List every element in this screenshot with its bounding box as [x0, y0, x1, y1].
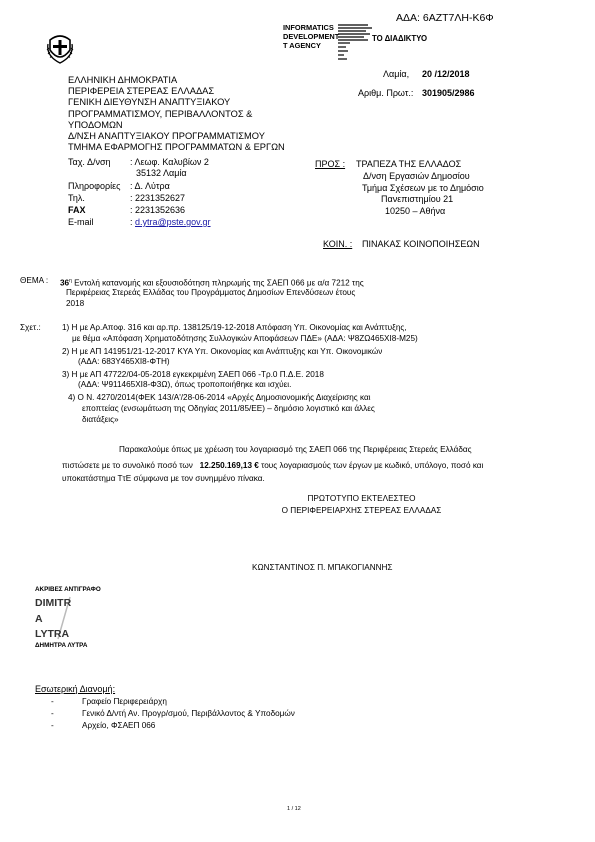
ref-item-cont: εποπτείας (ενσωμάτωση της Οδηγίας 2011/85/ΕΕ) – δημόσιο λογιστικό και άλλες: [82, 404, 375, 413]
sender-block: [68, 75, 285, 153]
sender-line: ΤΜΗΜΑ ΕΦΑΡΜΟΓΗΣ ΠΡΟΓΡΑΜΜΑΤΩΝ & ΕΡΓΩΝ: [68, 142, 285, 153]
subject-line3: 2018: [66, 299, 85, 308]
body-line3: υποκατάστημα ΤτΕ σύμφωνα με τον συνημμένο πίνακα.: [62, 474, 265, 483]
list-item: Γραφείο Περιφερειάρχη: [82, 697, 167, 706]
ref-item-cont: διατάξεις»: [82, 415, 119, 424]
signature-line2-text: Ο ΠΕΡΙΦΕΡΕΙΑΡΧΗΣ ΣΤΕΡΕΑΣ ΕΛΛΑΔΑΣ: [281, 506, 442, 515]
body-line1: Παρακαλούμε όπως με χρέωση του λογαριασμό της ΣΑΕΠ 066 της Περιφέρειας Στερεάς Ελλάδας: [119, 445, 472, 454]
stamp-informatics: INFORMATICS: [283, 23, 334, 32]
sender-line: ΥΠΟΔΟΜΩΝ: [68, 119, 123, 130]
list-bullet: -: [51, 709, 54, 718]
ref-item: 4) Ο Ν. 4270/2014(ΦΕΚ 143/Α'/28-06-2014 «Αρχές Δημοσιονομικής Διαχείρισης και: [68, 393, 371, 402]
email-label: E-mail: [68, 217, 94, 227]
subject-line2: Περιφέρειας Στερεάς Ελλάδας του Προγράμματος Δημοσίων Επενδύσεων έτους: [66, 288, 356, 297]
ref-item: 1) Η με Αρ.Αποφ. 316 και αρ.πρ. 138125/19-12-2018 Απόφαση Υπ. Οικονομίας και Ανάπτυξης,: [62, 323, 407, 332]
fax-label: FAX: [68, 205, 86, 215]
stamp-diadiktyo: ΤΟ ΔΙΑΔΙΚΤΥΟ: [372, 34, 428, 43]
list-bullet: -: [51, 697, 54, 706]
subject-number: 36: [60, 278, 70, 288]
ref-item: 3) Η με ΑΠ 47722/04-05-2018 εγκεκριμένη ΣΑΕΠ 066 -Τρ.0 Π.Δ.Ε. 2018: [62, 370, 324, 379]
digital-signature-text: [35, 597, 71, 641]
list-bullet: -: [51, 721, 54, 730]
date-value: 20 /12/2018: [422, 69, 470, 79]
ref-item-cont: με θέμα «Απόφαση Χρηματοδότησης Συλλογικών Αποφάσεων ΠΔΕ» (ΑΔΑ: Ψ8ΖΩ465ΧΙ8-Μ25): [72, 334, 418, 343]
copy-signer-name: ΔΗΜΗΤΡΑ ΛΥΤΡΑ: [35, 642, 88, 649]
signature-line1: [0, 494, 595, 504]
body-line2b: τους λογαριασμούς των έργων με κωδικό, υπόλογο, ποσό και: [261, 461, 484, 470]
recipient-line: Δ/νση Εργασιών Δημοσίου: [363, 171, 470, 181]
protocol-number: 301905/2986: [422, 88, 475, 98]
address-value: : Λεωφ. Καλυβίων 2: [130, 157, 209, 167]
recipient-label: ΠΡΟΣ :: [315, 159, 346, 169]
signature-line1-text: ΠΡΩΤΟΤΥΠΟ ΕΚΤΕΛΕΣΤΕΟ: [307, 494, 416, 503]
refs-label: Σχετ.:: [20, 323, 41, 332]
true-copy-label: ΑΚΡΙΒΕΣ ΑΝΤΙΓΡΑΦΟ: [35, 586, 101, 593]
body-line2a: πιστώσετε με το συνολικό ποσό των: [62, 461, 193, 470]
address-label: Ταχ. Δ/νση: [68, 157, 111, 167]
ada-number: ΑΔΑ: 6ΑΖΤ7ΛΗ-Κ6Φ: [396, 12, 494, 24]
sender-line: ΠΕΡΙΦΕΡΕΙΑ ΣΤΕΡΕΑΣ ΕΛΛΑΔΑΣ: [68, 86, 215, 97]
subject-label: ΘΕΜΑ :: [20, 276, 49, 285]
list-item: Αρχείο, ΦΣΑΕΠ 066: [82, 721, 156, 730]
greek-coat-of-arms-icon: [46, 34, 74, 64]
tel-value: : 2231352627: [130, 193, 186, 203]
stamp-agency: T AGENCY: [283, 41, 321, 50]
subject-text: Εντολή κατανομής και εξουσιοδότηση πληρωμής της ΣΑΕΠ 066 με α/α 7212 της: [71, 278, 364, 288]
info-value: : Δ. Λύτρα: [130, 181, 170, 191]
signature-text-line: LYTRA: [35, 628, 70, 640]
stamp-informatics-block: [283, 23, 339, 50]
email-link[interactable]: d.ytra@pste.gov.gr: [135, 217, 211, 227]
email-colon: :: [130, 217, 136, 227]
recipient-line: Τμήμα Σχέσεων με το Δημόσιο: [362, 183, 484, 193]
sender-line: ΕΛΛΗΝΙΚΗ ΔΗΜΟΚΡΑΤΙΑ: [68, 75, 178, 85]
signature-line2: [0, 506, 595, 516]
list-item: Γενικό Δ/ντή Αν. Προγρ/σμού, Περιβάλλοντος & Υποδομών: [82, 709, 295, 718]
sender-line: Δ/ΝΣΗ ΑΝΑΠΤΥΞΙΑΚΟΥ ΠΡΟΓΡΑΜΜΑΤΙΣΜΟΥ: [68, 131, 265, 142]
digital-signature-mark: [338, 23, 372, 65]
stamp-development: DEVELOPMENT: [283, 32, 340, 41]
recipient-line: ΤΡΑΠΕΖΑ ΤΗΣ ΕΛΛΑΔΟΣ: [356, 159, 462, 169]
body-line2: [62, 461, 483, 471]
page-number: 1 / 12: [287, 806, 301, 812]
total-amount: 12.250.169,13 €: [199, 461, 259, 470]
koin-value: ΠΙΝΑΚΑΣ ΚΟΙΝΟΠΟΙΗΣΕΩΝ: [362, 239, 480, 249]
ref-item: 2) Η με ΑΠ 141951/21-12-2017 ΚΥΑ Υπ. Οικονομίας και Ανάπτυξης και Υπ. Οικονομικών: [62, 347, 383, 356]
postal-code: 35132 Λαμία: [136, 168, 187, 178]
date-place: Λαμία,: [383, 69, 410, 79]
sender-line: ΠΡΟΓΡΑΜΜΑΤΙΣΜΟΥ, ΠΕΡΙΒΑΛΛΟΝΤΟΣ &: [68, 108, 253, 119]
koin-label: ΚΟΙΝ. :: [323, 239, 353, 249]
internal-distribution-label: Εσωτερική Διανομή:: [35, 684, 116, 694]
info-label: Πληροφορίες: [68, 181, 121, 191]
ref-item-cont: (ΑΔΑ: Ψ911465ΧΙ8-Φ3Ω), όπως τροποποιήθηκε και ισχύει.: [78, 380, 292, 389]
subject-line1: [60, 276, 364, 289]
protocol-label: Αριθμ. Πρωτ.:: [358, 88, 414, 98]
recipient-line: 10250 – Αθήνα: [385, 206, 446, 216]
email-field: [130, 217, 211, 228]
signatory-name: ΚΩΝΣΤΑΝΤΙΝΟΣ Π. ΜΠΑΚΟΓΙΑΝΝΗΣ: [252, 563, 393, 572]
ref-item-cont: (ΑΔΑ: 683Υ465ΧΙ8-ΦΤΗ): [78, 357, 170, 366]
sender-line: ΓΕΝΙΚΗ ΔΙΕΥΘΥΝΣΗ ΑΝΑΠΤΥΞΙΑΚΟΥ: [68, 97, 231, 108]
fax-value: : 2231352636: [130, 205, 186, 215]
tel-label: Τηλ.: [68, 193, 85, 203]
signature-text-line: DIMITR: [35, 597, 72, 609]
signature-text-line: A: [35, 612, 43, 625]
recipient-line: Πανεπιστημίου 21: [381, 194, 454, 204]
subject-sup: η: [69, 278, 72, 284]
